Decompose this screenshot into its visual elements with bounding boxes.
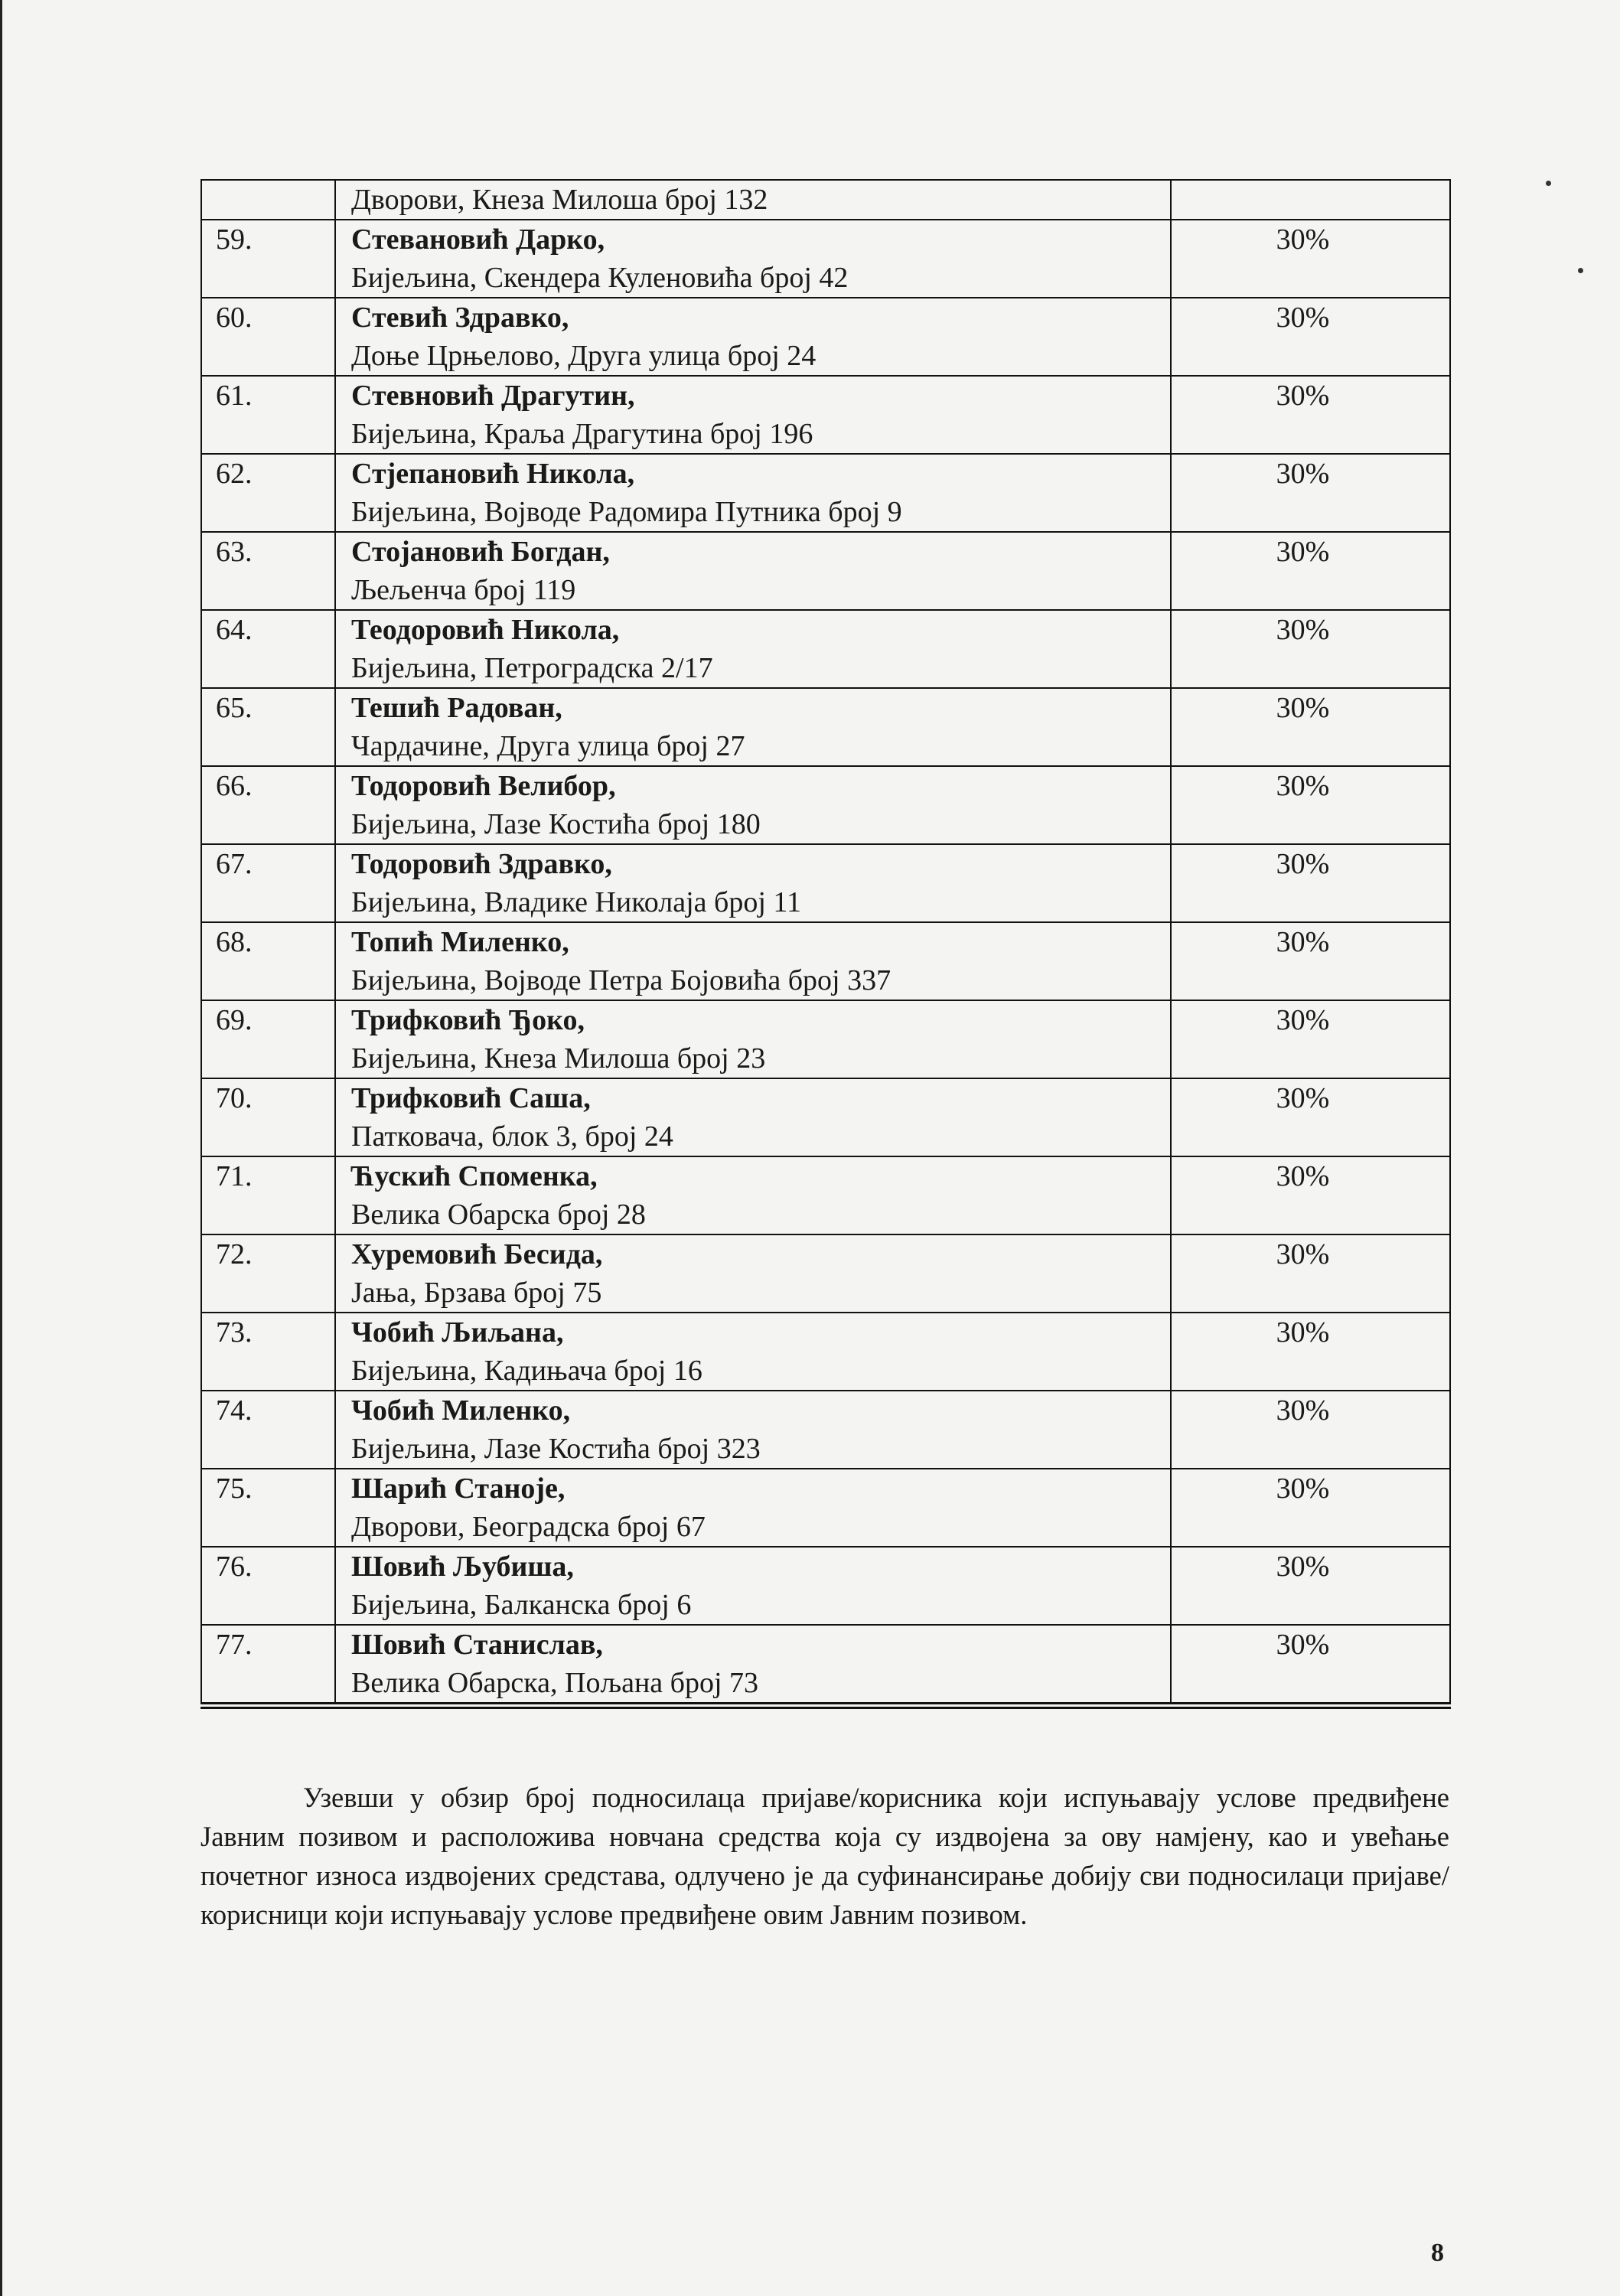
row-person-cell	[335, 610, 1171, 688]
row-address: Бијељина, Лазе Костића број 180	[351, 808, 761, 840]
row-address: Дворови, Кнеза Милоша број 132	[351, 184, 768, 216]
row-address: Бијељина, Војводе Радомира Путника број 9	[351, 496, 902, 528]
row-person-cell	[335, 1078, 1171, 1156]
row-address: Велика Обарска, Пољана број 73	[351, 1667, 759, 1699]
row-name: Шовић Станислав,	[351, 1629, 603, 1661]
row-address: Велика Обарска број 28	[351, 1199, 646, 1231]
table-row	[201, 532, 1450, 610]
row-name: Тодоровић Велибор,	[351, 770, 616, 802]
row-percent-cell: 30%	[1171, 1625, 1450, 1706]
row-percent-cell: 30%	[1171, 454, 1450, 532]
row-percent-cell: 30%	[1171, 1156, 1450, 1234]
row-number-cell: 63.	[201, 532, 335, 610]
row-percent-cell: 30%	[1171, 220, 1450, 298]
row-person-cell	[335, 1391, 1171, 1469]
row-number-cell	[201, 180, 335, 220]
table-row	[201, 1391, 1450, 1469]
row-address: Чардачине, Друга улица број 27	[351, 730, 745, 762]
row-number-cell: 66.	[201, 766, 335, 844]
row-number-cell: 76.	[201, 1547, 335, 1625]
table-row	[201, 298, 1450, 376]
row-person-cell	[335, 454, 1171, 532]
row-percent-cell: 30%	[1171, 1078, 1450, 1156]
scan-speck	[1578, 268, 1583, 273]
row-address: Јања, Брзава број 75	[351, 1277, 602, 1309]
table-row	[201, 1313, 1450, 1391]
row-number-cell: 73.	[201, 1313, 335, 1391]
table-row	[201, 454, 1450, 532]
row-number-cell: 71.	[201, 1156, 335, 1234]
row-percent-cell: 30%	[1171, 532, 1450, 610]
row-number-cell: 74.	[201, 1391, 335, 1469]
beneficiaries-table	[200, 179, 1451, 1709]
table-row	[201, 922, 1450, 1000]
row-percent-cell: 30%	[1171, 1391, 1450, 1469]
row-percent-cell	[1171, 180, 1450, 220]
row-person-cell	[335, 298, 1171, 376]
row-name: Тешић Радован,	[351, 692, 562, 724]
table-row	[201, 1547, 1450, 1625]
table-row-continued	[201, 180, 1450, 220]
page-number: 8	[1431, 2239, 1444, 2267]
scan-speck	[1546, 181, 1551, 186]
row-address: Бијељина, Скендера Куленовића број 42	[351, 262, 849, 294]
row-percent-cell: 30%	[1171, 766, 1450, 844]
row-person-cell	[335, 180, 1171, 220]
row-name: Тодоровић Здравко,	[351, 848, 612, 880]
beneficiaries-table-body	[201, 180, 1450, 1706]
row-address: Дворови, Београдска број 67	[351, 1511, 706, 1543]
row-percent-cell: 30%	[1171, 610, 1450, 688]
table-row	[201, 610, 1450, 688]
row-address: Доње Црњелово, Друга улица број 24	[351, 340, 817, 372]
table-row	[201, 1625, 1450, 1706]
row-number-cell: 64.	[201, 610, 335, 688]
row-person-cell	[335, 532, 1171, 610]
table-row	[201, 220, 1450, 298]
row-person-cell	[335, 220, 1171, 298]
row-person-cell	[335, 1000, 1171, 1078]
row-number-cell: 60.	[201, 298, 335, 376]
row-person-cell	[335, 844, 1171, 922]
row-name: Стјепановић Никола,	[351, 458, 635, 490]
table-row	[201, 1156, 1450, 1234]
row-person-cell	[335, 1234, 1171, 1313]
row-percent-cell: 30%	[1171, 1469, 1450, 1547]
table-row	[201, 688, 1450, 766]
row-percent-cell: 30%	[1171, 922, 1450, 1000]
row-number-cell: 70.	[201, 1078, 335, 1156]
row-person-cell	[335, 688, 1171, 766]
table-row	[201, 766, 1450, 844]
row-address: Бијељина, Војводе Петра Бојовића број 337	[351, 964, 891, 996]
row-number-cell: 75.	[201, 1469, 335, 1547]
row-address: Бијељина, Кадињача број 16	[351, 1355, 702, 1387]
row-person-cell	[335, 1156, 1171, 1234]
row-name: Стевановић Дарко,	[351, 223, 605, 256]
table-row	[201, 1469, 1450, 1547]
row-name: Хуремовић Бесида,	[351, 1238, 603, 1270]
row-percent-cell: 30%	[1171, 844, 1450, 922]
row-number-cell: 59.	[201, 220, 335, 298]
row-address: Бијељина, Петроградска 2/17	[351, 652, 713, 684]
row-name: Шовић Љубиша,	[351, 1551, 574, 1583]
row-address: Бијељина, Владике Николаја број 11	[351, 886, 802, 918]
row-name: Шарић Станоје,	[351, 1473, 566, 1505]
row-number-cell: 65.	[201, 688, 335, 766]
decision-paragraph: Узевши у обзир број подносилаца пријаве/корисника који испуњавају услове предвиђене Јавним позивом и расположива новчана средства која су издвојена за ову намјену, као и увећање почетног износа издвојених средстава, одлучено је да суфинансирање добију сви подносилаци пријаве/корисници који испуњавају услове предвиђене овим Јавним позивом.	[200, 1782, 1449, 1930]
row-address: Бијељина, Краља Драгутина број 196	[351, 418, 813, 450]
row-name: Теодоровић Никола,	[351, 614, 620, 646]
row-person-cell	[335, 922, 1171, 1000]
row-address: Патковача, блок 3, број 24	[351, 1120, 673, 1153]
row-percent-cell: 30%	[1171, 298, 1450, 376]
row-name: Чобић Миленко,	[351, 1394, 571, 1427]
table-row	[201, 376, 1450, 454]
row-number-cell: 68.	[201, 922, 335, 1000]
row-address: Бијељина, Лазе Костића број 323	[351, 1433, 761, 1465]
row-number-cell: 61.	[201, 376, 335, 454]
row-person-cell	[335, 1547, 1171, 1625]
row-number-cell: 67.	[201, 844, 335, 922]
table-row	[201, 1078, 1450, 1156]
row-number-cell: 62.	[201, 454, 335, 532]
row-name: Стевић Здравко,	[351, 302, 569, 334]
table-row	[201, 1234, 1450, 1313]
row-percent-cell: 30%	[1171, 1234, 1450, 1313]
row-percent-cell: 30%	[1171, 1000, 1450, 1078]
row-address: Љељенча број 119	[351, 574, 576, 606]
row-number-cell: 72.	[201, 1234, 335, 1313]
row-name: Чобић Љиљана,	[351, 1316, 564, 1349]
row-name: Трифковић Саша,	[351, 1082, 591, 1114]
row-person-cell	[335, 1625, 1171, 1706]
row-percent-cell: 30%	[1171, 688, 1450, 766]
row-name: Стевновић Драгутин,	[351, 380, 635, 412]
row-address: Бијељина, Кнеза Милоша број 23	[351, 1042, 766, 1075]
row-name: Трифковић Ђоко,	[351, 1004, 585, 1036]
row-person-cell	[335, 1469, 1171, 1547]
row-name: Стојановић Богдан,	[351, 536, 610, 568]
row-address: Бијељина, Балканска број 6	[351, 1589, 692, 1621]
table-row	[201, 1000, 1450, 1078]
row-percent-cell: 30%	[1171, 1313, 1450, 1391]
row-name: Ћускић Споменка,	[351, 1160, 598, 1192]
row-number-cell: 69.	[201, 1000, 335, 1078]
row-person-cell	[335, 766, 1171, 844]
table-row	[201, 844, 1450, 922]
row-name: Топић Миленко,	[351, 926, 569, 958]
row-percent-cell: 30%	[1171, 1547, 1450, 1625]
row-number-cell: 77.	[201, 1625, 335, 1706]
row-person-cell	[335, 1313, 1171, 1391]
row-person-cell	[335, 376, 1171, 454]
scan-left-edge	[0, 0, 2, 2296]
row-percent-cell: 30%	[1171, 376, 1450, 454]
